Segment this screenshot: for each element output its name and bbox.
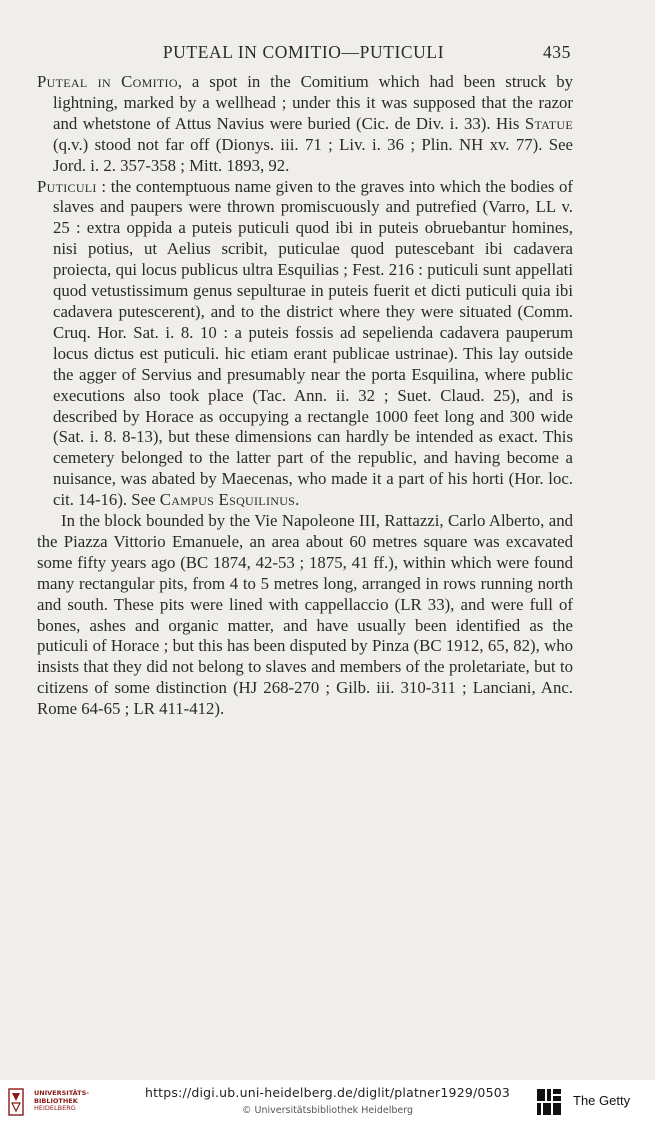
- footer-bar: [0, 1080, 655, 1123]
- copyright-notice: © Universitätsbibliothek Heidelberg: [241, 1105, 413, 1116]
- permalink-url[interactable]: https://digi.ub.uni-heidelberg.de/diglit/platner1929/0503: [144, 1085, 511, 1100]
- entry-puticuli: [37, 177, 573, 512]
- getty-logo[interactable]: [535, 1085, 645, 1119]
- getty-label: The Getty: [573, 1093, 631, 1108]
- body-text: [37, 72, 573, 720]
- entry-text: , a spot in the Comitium which had been struck by lightning, marked by a wellhead ; under this it was supposed that the razor and whetstone of Attus Navius were buried (Cic. de Div. i. 33). His: [53, 72, 574, 133]
- cross-reference: Campus Esquilinus: [159, 490, 296, 510]
- cross-reference: Statue: [524, 113, 573, 133]
- entry-headword: Puteal in Comitio: [37, 72, 178, 91]
- entry-text: .: [295, 490, 300, 510]
- entry-headword: Puticuli: [37, 176, 97, 196]
- entry-text: (q.v.) stood not far off (Dionys. iii. 71 ; Liv. i. 36 ; Plin. NH xv. 77). See Jord. i. 2. 357-358 ; Mitt. 1893, 92.: [53, 134, 573, 175]
- paragraph-excavation: In the block bounded by the Vie Napoleone III, Rattazzi, Carlo Alberto, and the Piazza Vittorio Emanuele, an area about 60 metres square was excavated some fifty years ago (BC 1874, 42-53 ; 1875, 41 ff.), within which were found many rectangular pits, from 4 to 5 metres long, arranged in rows running north and south. These pits were lined with cappellaccio (LR 33), and were full of bones, ashes and organic matter, and have usually been identified as the puticuli of Horace ; but this has been disputed by Pinza (BC 1912, 65, 82), who insists that they did not belong to slaves and members of the proletariate, but to citizens of some distinction (HJ 268-270 ; Gilb. iii. 310-311 ; Lanciani, Anc. Rome 64-65 ; LR 411-412).: [37, 511, 573, 719]
- running-title: PUTEAL IN COMITIO—PUTICULI: [162, 42, 445, 62]
- getty-mark-icon: [535, 1087, 565, 1117]
- entry-text: : the contemptuous name given to the graves into which the bodies of slaves and paupers were thrown promiscuously and putrefied (Varro, LL v. 25 : extra oppida a puteis puticuli quod ibi in puteis obruebantur homines, nisi potius, ut Aelius scribit, puticulae quod putescebant ibi cadavera proiecta, qui locus publicus ultra Esquilias ; Fest. 216 : puticuli sunt appellati quod vetustissimum genus sepulturae in puteis fuerit et dicti puticuli quia ibi cadavera putescerent), and to the district where they were situated (Comm. Cruq. Hor. Sat. i. 8. 10 : a puteis fossis ad sepelienda cadavera pauperum locus dictus est puticuli. hic etiam erant publicae ustrinae). This lay outside the agger of Servius and presumably near the porta Esquilina, where public executions also took place (Tac. Ann. ii. 32 ; Suet. Claud. 25), and is described by Horace as occupying a rectangle 1000 feet long and 300 wide (Sat. i. 8. 8-13), but these dimensions can hardly be intended as exact. This cemetery belonged to the latter part of the republic, and having become a nuisance, was abated by Maecenas, who made it a part of his horti (Hor. loc. cit. 14-16). See: [53, 176, 573, 510]
- page-number: 435: [542, 42, 571, 62]
- entry-puteal: [37, 72, 573, 177]
- ub-logo-text: UNIVERSITÄTS- BIBLIOTHEK HEIDELBERG: [34, 1089, 89, 1113]
